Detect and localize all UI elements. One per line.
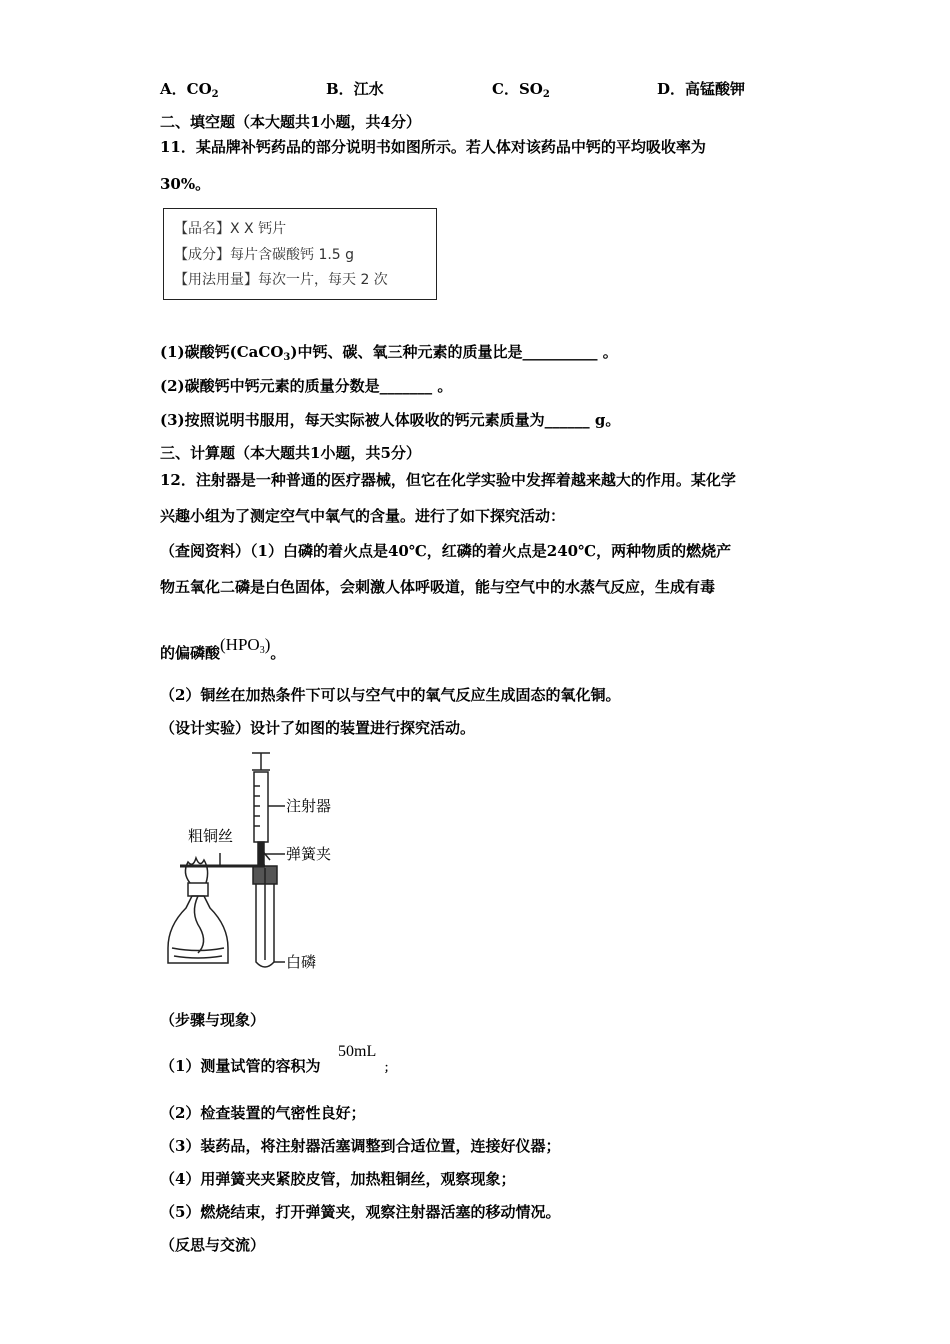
medicine-label-box xyxy=(163,208,437,300)
step4: （4）用弹簧夹夹紧胶皮管，加热粗铜丝，观察现象； xyxy=(160,1170,516,1188)
ref-line1: （查阅资料）（1）白磷的着火点是40℃，红磷的着火点是240℃，两种物质的燃烧产 xyxy=(160,542,732,560)
design-line: （设计实验）设计了如图的装置进行探究活动。 xyxy=(160,719,476,737)
flame xyxy=(185,858,207,883)
step2: （2）检查装置的气密性良好； xyxy=(160,1104,366,1122)
option-a: A．$CO_2$ xyxy=(160,80,219,100)
apparatus-diagram xyxy=(160,748,380,978)
ref-line3: 的偏磷酸$(HPO_3)$。 xyxy=(160,635,286,662)
step1-end: ； xyxy=(384,1061,395,1074)
step5: （5）燃烧结束，打开弹簧夹，观察注射器活塞的移动情况。 xyxy=(160,1203,561,1221)
q11-line2: 30%。 xyxy=(160,175,211,193)
q11-sub1: (1)碳酸钙(CaCO$_3$)中钙、碳、氧三种元素的质量比是__________ 。 xyxy=(160,343,618,363)
clamp-label: 弹簧夹 xyxy=(286,845,332,863)
q11-sub2: (2)碳酸钙中钙元素的质量分数是_______ 。 xyxy=(160,377,453,395)
label-row-ingredient: 【成分】每片含碳酸钙 1.5 g xyxy=(174,247,355,263)
step1: （1）测量试管的容积为 xyxy=(160,1057,321,1075)
step1-volume: 50mL xyxy=(338,1043,377,1060)
ref-line4: （2）铜丝在加热条件下可以与空气中的氧气反应生成固态的氧化铜。 xyxy=(160,686,621,704)
q11-line1: 11．某品牌补钙药品的部分说明书如图所示。若人体对该药品中钙的平均吸收率为 xyxy=(160,138,706,156)
section2-heading: 二、填空题（本大题共1小题，共4分） xyxy=(160,113,421,131)
phosphorus-label: 白磷 xyxy=(286,953,317,971)
q12-line1: 12．注射器是一种普通的医疗器械，但它在化学实验中发挥着越来越大的作用。某化学 xyxy=(160,471,736,489)
option-c: C．$SO_2$ xyxy=(492,80,550,100)
option-b: B．江水 xyxy=(326,80,384,98)
ref-line2: 物五氧化二磷是白色固体，会刺激人体呼吸道，能与空气中的水蒸气反应，生成有毒 xyxy=(160,578,716,596)
q11-sub3: (3)按照说明书服用，每天实际被人体吸收的钙元素质量为______ g。 xyxy=(160,411,621,429)
syringe-barrel xyxy=(254,772,268,842)
option-d: D．高锰酸钾 xyxy=(657,80,746,98)
label-row-dosage: 【用法用量】每次一片，每天 2 次 xyxy=(174,272,388,288)
syringe-label: 注射器 xyxy=(286,797,332,815)
q12-line2: 兴趣小组为了测定空气中氧气的含量。进行了如下探究活动： xyxy=(160,507,566,525)
reflect-heading: （反思与交流） xyxy=(160,1236,266,1254)
hpo3-formula: $(HPO_3)$ xyxy=(220,635,271,656)
label-row-name: 【品名】X X 钙片 xyxy=(174,221,287,237)
step3: （3）装药品，将注射器活塞调整到合适位置，连接好仪器； xyxy=(160,1137,561,1155)
wire-label: 粗铜丝 xyxy=(188,827,234,845)
section3-heading: 三、计算题（本大题共1小题，共5分） xyxy=(160,444,421,462)
steps-heading: （步骤与现象） xyxy=(160,1011,266,1029)
